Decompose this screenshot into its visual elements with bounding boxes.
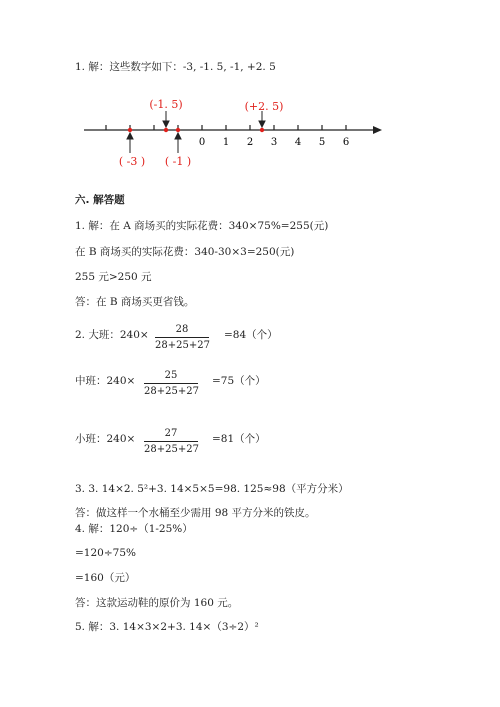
p2-row3-suffix: =81（个） — [212, 433, 266, 445]
label-neg1-5: (-1. 5) — [149, 98, 183, 111]
axis-arrow — [373, 126, 382, 134]
tick-label-2: 2 — [246, 137, 254, 148]
p5-line1: 5. 解：3. 14×3×2+3. 14×（3÷2）² — [75, 621, 259, 633]
marker-pos2-5 — [260, 128, 264, 132]
tick-label-0: 0 — [198, 137, 206, 148]
marker-neg1 — [176, 128, 180, 132]
p1-line1: 1. 解：在 A 商场买的实际花费：340×75%=255(元) — [75, 220, 329, 232]
p2-row2-suffix: =75（个） — [212, 375, 266, 387]
label-pos2-5: (+2. 5) — [244, 100, 284, 113]
tick-label-6: 6 — [342, 137, 350, 148]
p2-row3-numerator: 27 — [164, 428, 178, 439]
label-neg1: ( -1 ) — [164, 155, 192, 168]
fraction-bar — [144, 441, 198, 442]
p3-line1: 3. 3. 14×2. 5²+3. 14×5×5=98. 125≈98（平方分米） — [75, 483, 349, 495]
p1-line3: 255 元>250 元 — [75, 271, 152, 283]
p2-row2-fraction — [144, 369, 198, 398]
tick-label-4: 4 — [294, 137, 302, 148]
label-neg3: ( -3 ) — [118, 155, 146, 168]
p4-line2: =120÷75% — [75, 547, 136, 559]
p1-line2: 在 B 商场买的实际花费：340-30×3=250(元) — [75, 246, 295, 258]
p2-row3-fraction — [144, 427, 198, 456]
number-line — [80, 95, 390, 175]
section-title: 六. 解答题 — [75, 194, 125, 206]
p2-row1-fraction — [155, 323, 209, 352]
p2-row1-denominator: 28+25+27 — [155, 340, 210, 351]
fraction-bar — [155, 337, 209, 338]
tick-label-1: 1 — [222, 137, 230, 148]
p2-row1-prefix: 2. 大班：240× — [75, 329, 149, 341]
tick-marks — [106, 125, 346, 130]
p3-line2: 答：做这样一个水桶至少需用 98 平方分米的铁皮。 — [75, 507, 316, 519]
p2-row3-prefix: 小班：240× — [75, 433, 136, 445]
p4-line1: 4. 解：120÷（1-25%） — [75, 523, 193, 535]
p2-row1-numerator: 28 — [175, 324, 189, 335]
p1-line4: 答：在 B 商场买更省钱。 — [75, 296, 195, 308]
tick-label-3: 3 — [270, 137, 278, 148]
tick-label-5: 5 — [318, 137, 326, 148]
q1-answer-line: 1. 解：这些数字如下：-3, -1. 5, -1, +2. 5 — [75, 61, 276, 73]
p2-row2-prefix: 中班：240× — [75, 375, 136, 387]
p2-row1-suffix: =84（个） — [224, 329, 278, 341]
marker-neg1-5 — [164, 128, 168, 132]
p4-line3: =160（元） — [75, 572, 136, 584]
p2-row2-denominator: 28+25+27 — [144, 386, 199, 397]
p2-row3-denominator: 28+25+27 — [144, 444, 199, 455]
pointer-arrows — [127, 111, 265, 153]
p4-line4: 答：这款运动鞋的原价为 160 元。 — [75, 597, 239, 609]
marker-neg3 — [128, 128, 132, 132]
p2-row2-numerator: 25 — [164, 370, 178, 381]
fraction-bar — [144, 383, 198, 384]
